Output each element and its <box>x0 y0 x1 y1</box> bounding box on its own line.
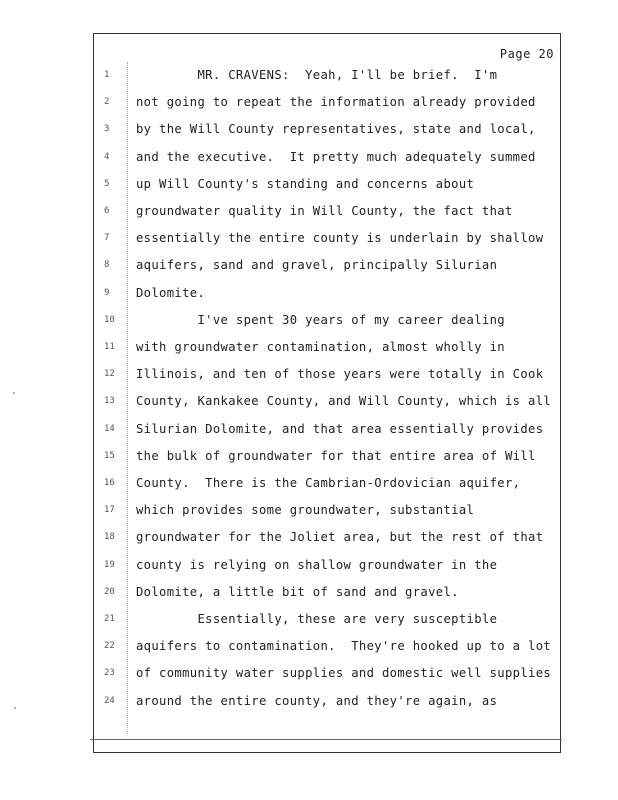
transcript-line <box>98 258 558 278</box>
line-text: MR. CRAVENS: Yeah, I'll be brief. I'm <box>136 68 498 82</box>
line-number: 16 <box>104 478 115 488</box>
transcript-line <box>98 530 558 550</box>
transcript-line <box>98 612 558 632</box>
line-number: 22 <box>104 641 115 652</box>
line-text: groundwater quality in Will County, the fact that <box>136 204 513 218</box>
line-text: of community water supplies and domestic well supplies <box>136 666 552 681</box>
line-text: County, Kankakee County, and Will County, which is all <box>136 394 552 409</box>
line-number: 3 <box>104 124 110 135</box>
transcript-line <box>98 394 558 414</box>
line-text: and the executive. It pretty much adequately summed <box>136 149 536 164</box>
transcript-line <box>98 286 558 306</box>
line-text: Illinois, and ten of those years were totally in Cook <box>136 367 544 382</box>
transcript-line <box>98 95 558 115</box>
line-text: the bulk of groundwater for that entire area of Will <box>136 448 536 463</box>
transcript-line <box>98 150 558 170</box>
line-number: 13 <box>104 396 115 407</box>
line-number: 9 <box>104 287 110 298</box>
transcript-line <box>98 231 558 251</box>
transcript-line <box>98 422 558 442</box>
line-text: not going to repeat the information already provided <box>136 95 536 110</box>
transcript-line <box>98 68 558 88</box>
line-number: 2 <box>104 97 110 108</box>
page-number: Page 20 <box>499 47 554 61</box>
line-number: 18 <box>104 532 115 543</box>
line-text: county is relying on shallow groundwater in the <box>136 557 498 572</box>
line-text: aquifers to contamination. They're hooked up to a lot <box>136 639 552 654</box>
line-text: with groundwater contamination, almost wholly in <box>136 340 505 354</box>
line-number: 1 <box>104 70 110 80</box>
line-text: I've spent 30 years of my career dealing <box>136 312 505 327</box>
transcript-line <box>98 449 558 469</box>
line-number: 24 <box>104 695 115 706</box>
line-text: Essentially, these are very susceptible <box>136 612 498 626</box>
transcript-line <box>98 558 558 578</box>
line-text: which provides some groundwater, substantial <box>136 503 475 518</box>
line-number: 15 <box>104 450 115 461</box>
line-number: 20 <box>104 586 115 597</box>
line-number: 17 <box>104 505 115 516</box>
transcript-line <box>98 122 558 142</box>
line-text: by the Will County representatives, state and local, <box>136 122 536 137</box>
line-number: 12 <box>104 369 115 380</box>
transcript-line <box>98 313 558 333</box>
transcript-line <box>98 476 558 496</box>
line-text: County. There is the Cambrian-Ordovician aquifer, <box>136 476 521 490</box>
bottom-rule <box>90 739 562 740</box>
line-number: 5 <box>104 178 110 189</box>
line-number: 11 <box>104 342 115 352</box>
transcript-line <box>98 666 558 686</box>
line-text: around the entire county, and they're again, as <box>136 693 498 708</box>
transcript-line <box>98 503 558 523</box>
transcript-line <box>98 694 558 714</box>
line-text: groundwater for the Joliet area, but the rest of that <box>136 530 544 545</box>
line-number: 23 <box>104 668 115 679</box>
line-text: Silurian Dolomite, and that area essentially provides <box>136 421 544 436</box>
line-number: 8 <box>104 260 110 271</box>
line-number: 19 <box>104 559 115 570</box>
transcript-line <box>98 204 558 224</box>
scan-speck <box>14 707 16 709</box>
transcript-line <box>98 340 558 360</box>
scan-speck <box>13 392 15 394</box>
line-text: Dolomite. <box>136 285 206 300</box>
line-text: up Will County's standing and concerns about <box>136 176 475 191</box>
line-number: 10 <box>104 314 115 325</box>
line-number: 7 <box>104 233 110 244</box>
line-number: 6 <box>104 206 110 216</box>
line-number: 4 <box>104 151 110 162</box>
line-number: 14 <box>104 423 115 434</box>
transcript-line <box>98 585 558 605</box>
transcript-line <box>98 177 558 197</box>
line-number: 21 <box>104 614 115 624</box>
transcript-line <box>98 639 558 659</box>
line-text: aquifers, sand and gravel, principally Silurian <box>136 258 498 273</box>
line-text: essentially the entire county is underlain by shallow <box>136 231 544 246</box>
line-text: Dolomite, a little bit of sand and gravel. <box>136 584 459 599</box>
transcript-line <box>98 367 558 387</box>
